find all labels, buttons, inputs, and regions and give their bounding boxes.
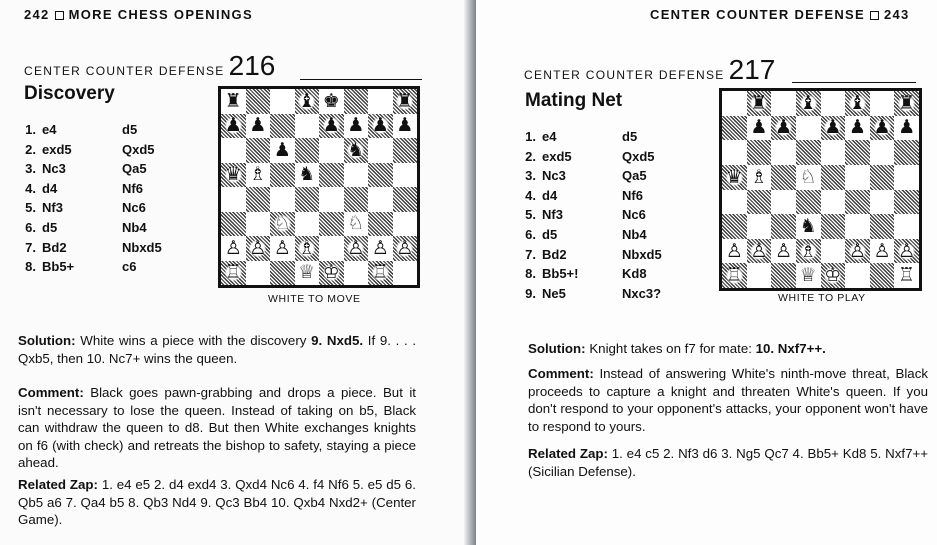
black-pawn-icon: ♟ xyxy=(273,138,291,161)
board-square xyxy=(295,89,320,114)
board-square xyxy=(894,91,919,116)
move-number: 9. xyxy=(525,285,536,301)
move-row xyxy=(20,238,162,258)
move-row xyxy=(520,264,662,284)
black-knight-icon: ♞ xyxy=(799,214,817,237)
board-square xyxy=(796,214,821,239)
board-square xyxy=(870,116,895,141)
black-move: Qxd5 xyxy=(622,148,655,164)
zap-text: 1. e4 e5 2. d4 exd4 3. Qxd4 Nc6 4. f4 Nf6 5. e5 d5 6. Qb5 a6 7. Qa4 b5 8. Qb3 Nd4 9. Qc3 Bb4 10. Qxb4 Nxd2+ (Center Game). xyxy=(18,477,417,528)
white-pawn-icon: ♙ xyxy=(371,236,389,259)
white-rook-icon: ♖ xyxy=(725,264,743,287)
comment-paragraph xyxy=(528,365,928,435)
move-number: 3. xyxy=(525,168,536,184)
board-square xyxy=(894,165,919,190)
zap-paragraph xyxy=(18,476,416,529)
white-bishop-icon: ♗ xyxy=(799,239,817,262)
white-queen-icon: ♕ xyxy=(799,264,817,287)
board-square xyxy=(821,116,846,141)
section-label: CENTER COUNTER DEFENSE xyxy=(524,68,725,82)
move-row xyxy=(20,140,162,160)
board-square xyxy=(368,114,393,139)
board-square xyxy=(771,116,796,141)
board-square xyxy=(270,261,295,286)
board-square xyxy=(246,114,271,139)
board-square xyxy=(368,89,393,114)
board-square xyxy=(771,91,796,116)
move-row xyxy=(520,186,662,206)
solution-label: Solution: xyxy=(18,333,76,348)
running-title: MORE CHESS OPENINGS xyxy=(68,7,253,22)
move-row xyxy=(520,284,662,304)
move-number: 5. xyxy=(525,207,536,223)
board-square xyxy=(393,138,418,163)
board-square xyxy=(796,190,821,215)
white-rook-icon: ♖ xyxy=(371,261,389,284)
board-square xyxy=(319,114,344,139)
board-square xyxy=(246,163,271,188)
white-pawn-icon: ♙ xyxy=(273,236,291,259)
board-square xyxy=(246,89,271,114)
white-move: Bb5+ xyxy=(42,259,75,275)
white-pawn-icon: ♙ xyxy=(775,239,793,262)
move-row xyxy=(520,245,662,265)
board-square xyxy=(270,89,295,114)
board-square xyxy=(722,116,747,141)
board-square xyxy=(870,263,895,288)
black-pawn-icon: ♟ xyxy=(898,116,916,139)
board-square xyxy=(894,190,919,215)
board-square xyxy=(270,236,295,261)
move-number: 4. xyxy=(25,180,36,196)
white-move: Nc3 xyxy=(542,168,566,184)
page-number: 242 xyxy=(24,7,50,22)
solution-paragraph xyxy=(18,332,416,367)
move-number: 4. xyxy=(525,187,536,203)
white-move: d4 xyxy=(542,187,558,203)
board-square xyxy=(845,91,870,116)
chess-board xyxy=(218,86,420,288)
black-move: Nb4 xyxy=(122,219,147,235)
comment-label: Comment: xyxy=(528,366,594,381)
black-move: Nb4 xyxy=(622,226,647,242)
black-knight-icon: ♞ xyxy=(347,138,365,161)
board-square xyxy=(246,138,271,163)
board-square xyxy=(845,214,870,239)
white-pawn-icon: ♙ xyxy=(873,239,891,262)
board-square xyxy=(796,116,821,141)
white-bishop-icon: ♗ xyxy=(298,236,316,259)
solution-move: 9. Nxd5. xyxy=(311,333,364,348)
board-square xyxy=(393,163,418,188)
move-number: 6. xyxy=(525,226,536,242)
black-pawn-icon: ♟ xyxy=(224,114,242,137)
board-square xyxy=(368,261,393,286)
black-move: c6 xyxy=(122,259,137,275)
black-move: Qxd5 xyxy=(122,141,155,157)
board-square xyxy=(246,212,271,237)
board-square xyxy=(221,261,246,286)
board-square xyxy=(821,190,846,215)
board-square xyxy=(821,140,846,165)
black-pawn-icon: ♟ xyxy=(249,114,267,137)
move-row xyxy=(20,179,162,199)
board-square xyxy=(821,239,846,264)
board-square xyxy=(221,138,246,163)
section-rule xyxy=(300,79,422,80)
right-running-head xyxy=(650,7,910,22)
board-square xyxy=(221,236,246,261)
chess-board xyxy=(719,88,922,291)
board-square xyxy=(368,212,393,237)
board-square xyxy=(344,114,369,139)
white-pawn-icon: ♙ xyxy=(249,236,267,259)
move-row xyxy=(20,120,162,140)
move-number: 8. xyxy=(25,259,36,275)
board-square xyxy=(722,165,747,190)
white-move: Ne5 xyxy=(542,285,566,301)
white-queen-icon: ♕ xyxy=(298,261,316,284)
section-header xyxy=(24,50,275,82)
board-square xyxy=(821,165,846,190)
board-square xyxy=(295,261,320,286)
black-knight-icon: ♞ xyxy=(298,163,316,186)
board-square xyxy=(295,212,320,237)
black-rook-icon: ♜ xyxy=(750,91,768,114)
board-square xyxy=(821,214,846,239)
board-square xyxy=(821,91,846,116)
black-rook-icon: ♜ xyxy=(898,91,916,114)
puzzle-title: Discovery xyxy=(24,83,115,104)
move-row xyxy=(520,127,662,147)
move-number: 5. xyxy=(25,200,36,216)
board-square xyxy=(270,114,295,139)
black-pawn-icon: ♟ xyxy=(322,114,340,137)
black-pawn-icon: ♟ xyxy=(371,114,389,137)
board-square xyxy=(722,214,747,239)
board-square xyxy=(319,261,344,286)
board-square xyxy=(344,212,369,237)
board-square xyxy=(796,263,821,288)
white-king-icon: ♔ xyxy=(824,264,842,287)
board-square xyxy=(393,261,418,286)
board-square xyxy=(368,163,393,188)
black-move: Kd8 xyxy=(622,266,647,282)
board-square xyxy=(870,91,895,116)
board-square xyxy=(870,239,895,264)
black-move: d5 xyxy=(622,129,638,144)
page-number: 243 xyxy=(883,7,910,22)
board-square xyxy=(870,140,895,165)
white-move: d5 xyxy=(42,219,58,235)
black-pawn-icon: ♟ xyxy=(824,116,842,139)
board-square xyxy=(295,138,320,163)
board-square xyxy=(747,263,772,288)
white-move: d5 xyxy=(542,226,558,242)
board-square xyxy=(270,212,295,237)
white-pawn-icon: ♙ xyxy=(898,239,916,262)
solution-tail: If 9. . . . Qxb5, then 10. Nc7+ wins the queen. xyxy=(18,333,417,366)
puzzle-number: 216 xyxy=(228,50,276,81)
board-square xyxy=(771,263,796,288)
move-row xyxy=(520,166,662,186)
section-label: CENTER COUNTER DEFENSE xyxy=(24,64,225,78)
puzzle-number: 217 xyxy=(728,54,776,85)
left-running-head xyxy=(24,7,253,22)
black-move: Nc6 xyxy=(622,207,646,223)
board-square xyxy=(845,116,870,141)
board-square xyxy=(870,214,895,239)
board-square xyxy=(368,138,393,163)
board-square xyxy=(845,140,870,165)
move-number: 1. xyxy=(525,129,536,144)
black-bishop-icon: ♝ xyxy=(298,89,316,112)
white-move: e4 xyxy=(542,129,557,144)
black-bishop-icon: ♝ xyxy=(848,91,866,114)
black-move: Nc6 xyxy=(122,200,146,216)
zap-paragraph xyxy=(528,445,928,480)
solution-move: 10. Nxf7++. xyxy=(755,341,826,356)
comment-paragraph xyxy=(18,384,416,472)
board-square xyxy=(894,263,919,288)
board-square xyxy=(771,140,796,165)
puzzle-title: Mating Net xyxy=(525,90,623,111)
board-square xyxy=(344,236,369,261)
section-header xyxy=(524,54,775,86)
white-move: Bb5+! xyxy=(542,266,579,282)
black-queen-icon: ♛ xyxy=(725,165,743,188)
section-rule xyxy=(792,82,916,83)
board-square xyxy=(747,116,772,141)
white-bishop-icon: ♗ xyxy=(249,163,267,186)
board-square xyxy=(771,239,796,264)
white-move: Bd2 xyxy=(542,246,567,262)
board-square xyxy=(344,261,369,286)
black-pawn-icon: ♟ xyxy=(848,116,866,139)
white-pawn-icon: ♙ xyxy=(725,239,743,262)
board-square xyxy=(344,187,369,212)
board-caption: WHITE TO MOVE xyxy=(268,293,361,305)
board-square xyxy=(319,138,344,163)
white-pawn-icon: ♙ xyxy=(848,239,866,262)
board-square xyxy=(295,163,320,188)
running-title: CENTER COUNTER DEFENSE xyxy=(650,7,865,22)
move-row xyxy=(520,205,662,225)
white-knight-icon: ♘ xyxy=(799,165,817,188)
board-square xyxy=(295,187,320,212)
white-pawn-icon: ♙ xyxy=(347,236,365,259)
board-square xyxy=(319,212,344,237)
board-square xyxy=(894,140,919,165)
solution-label: Solution: xyxy=(528,341,586,356)
board-square xyxy=(845,263,870,288)
board-square xyxy=(270,138,295,163)
zap-label: Related Zap: xyxy=(528,446,608,461)
white-move: d4 xyxy=(42,180,58,196)
box-ornament-icon xyxy=(55,11,64,20)
black-move: Qa5 xyxy=(122,161,147,177)
move-number: 2. xyxy=(25,141,36,157)
white-rook-icon: ♖ xyxy=(898,264,916,287)
board-square xyxy=(221,89,246,114)
black-pawn-icon: ♟ xyxy=(750,116,768,139)
board-square xyxy=(870,190,895,215)
board-square xyxy=(344,138,369,163)
board-square xyxy=(368,187,393,212)
white-pawn-icon: ♙ xyxy=(224,236,242,259)
move-list xyxy=(20,120,162,277)
black-pawn-icon: ♟ xyxy=(347,114,365,137)
move-number: 1. xyxy=(25,122,36,137)
board-square xyxy=(393,212,418,237)
white-bishop-icon: ♗ xyxy=(750,165,768,188)
board-square xyxy=(393,236,418,261)
black-bishop-icon: ♝ xyxy=(799,91,817,114)
comment-label: Comment: xyxy=(18,385,84,400)
move-number: 6. xyxy=(25,219,36,235)
board-square xyxy=(845,239,870,264)
board-square xyxy=(344,163,369,188)
board-square xyxy=(319,236,344,261)
board-square xyxy=(246,261,271,286)
board-square xyxy=(270,163,295,188)
black-move: Nf6 xyxy=(622,187,643,203)
board-square xyxy=(747,239,772,264)
board-square xyxy=(747,91,772,116)
board-square xyxy=(845,165,870,190)
move-number: 7. xyxy=(25,239,36,255)
black-king-icon: ♚ xyxy=(322,89,340,112)
board-square xyxy=(747,140,772,165)
move-number: 7. xyxy=(525,246,536,262)
black-move: Nbxd5 xyxy=(122,239,162,255)
board-square xyxy=(221,212,246,237)
board-square xyxy=(722,91,747,116)
white-pawn-icon: ♙ xyxy=(750,239,768,262)
move-row xyxy=(20,218,162,238)
board-square xyxy=(796,91,821,116)
board-square xyxy=(295,236,320,261)
board-square xyxy=(845,190,870,215)
board-square xyxy=(393,89,418,114)
box-ornament-icon xyxy=(870,11,879,20)
board-square xyxy=(319,163,344,188)
white-move: Nf3 xyxy=(542,207,563,223)
white-move: e4 xyxy=(42,122,57,137)
white-move: Nc3 xyxy=(42,161,66,177)
board-square xyxy=(722,140,747,165)
move-number: 8. xyxy=(525,266,536,282)
black-pawn-icon: ♟ xyxy=(396,114,414,137)
board-square xyxy=(722,263,747,288)
black-queen-icon: ♛ xyxy=(224,163,242,186)
white-knight-icon: ♘ xyxy=(347,212,365,235)
board-square xyxy=(270,187,295,212)
black-move: Nf6 xyxy=(122,180,143,196)
white-move: Nf3 xyxy=(42,200,63,216)
board-square xyxy=(796,165,821,190)
board-square xyxy=(344,89,369,114)
board-square xyxy=(221,187,246,212)
black-move: d5 xyxy=(122,122,138,137)
board-square xyxy=(747,190,772,215)
board-square xyxy=(821,263,846,288)
board-square xyxy=(771,190,796,215)
board-square xyxy=(246,236,271,261)
move-number: 3. xyxy=(25,161,36,177)
white-move: Bd2 xyxy=(42,239,67,255)
black-pawn-icon: ♟ xyxy=(775,116,793,139)
move-row xyxy=(20,198,162,218)
white-knight-icon: ♘ xyxy=(273,212,291,235)
move-number: 2. xyxy=(525,148,536,164)
board-square xyxy=(319,187,344,212)
move-row xyxy=(20,257,162,277)
zap-label: Related Zap: xyxy=(18,477,98,492)
board-square xyxy=(722,239,747,264)
white-move: exd5 xyxy=(42,141,72,157)
board-square xyxy=(368,236,393,261)
comment-text: Black goes pawn-grabbing and drops a piece. But it isn't necessary to lose the queen. Instead of taking on b5, Black can withdraw the queen to d8. But then White exchanges knights on f6 (with check) and retreats the bishop to safety, staying a piece ahead. xyxy=(18,385,416,471)
move-list xyxy=(520,127,662,303)
black-rook-icon: ♜ xyxy=(396,89,414,112)
zap-text: 1. e4 c5 2. Nf3 d6 3. Ng5 Qc7 4. Bb5+ Kd8 5. Nxf7++ (Sicilian Defense). xyxy=(528,446,928,479)
board-square xyxy=(246,187,271,212)
solution-text: Knight takes on f7 for mate: xyxy=(589,341,752,356)
solution-text: White wins a piece with the discovery xyxy=(80,333,307,348)
board-square xyxy=(870,165,895,190)
board-square xyxy=(393,187,418,212)
white-rook-icon: ♖ xyxy=(224,261,242,284)
white-pawn-icon: ♙ xyxy=(396,236,414,259)
white-king-icon: ♔ xyxy=(322,261,340,284)
board-square xyxy=(295,114,320,139)
board-square xyxy=(796,239,821,264)
right-page xyxy=(476,0,937,545)
board-square xyxy=(722,190,747,215)
board-square xyxy=(319,89,344,114)
black-move: Nxc3? xyxy=(622,285,662,301)
black-pawn-icon: ♟ xyxy=(873,116,891,139)
board-square xyxy=(894,116,919,141)
move-row xyxy=(20,159,162,179)
board-square xyxy=(747,214,772,239)
board-square xyxy=(393,114,418,139)
move-row xyxy=(520,225,662,245)
black-move: Nbxd5 xyxy=(622,246,662,262)
board-square xyxy=(894,214,919,239)
comment-text: Instead of answering White's ninth-move threat, Black proceeds to capture a knight and threaten White's queen. If you don't respond to your opponent's attacks, your opponent won't have to respond to yours. xyxy=(528,366,928,434)
solution-paragraph xyxy=(528,340,918,358)
board-square xyxy=(747,165,772,190)
board-square xyxy=(771,165,796,190)
board-square xyxy=(221,163,246,188)
white-move: exd5 xyxy=(542,148,572,164)
board-square xyxy=(771,214,796,239)
board-square xyxy=(894,239,919,264)
board-caption: WHITE TO PLAY xyxy=(778,292,866,304)
black-rook-icon: ♜ xyxy=(224,89,242,112)
black-move: Qa5 xyxy=(622,168,647,184)
board-square xyxy=(796,140,821,165)
move-row xyxy=(520,147,662,167)
board-square xyxy=(221,114,246,139)
